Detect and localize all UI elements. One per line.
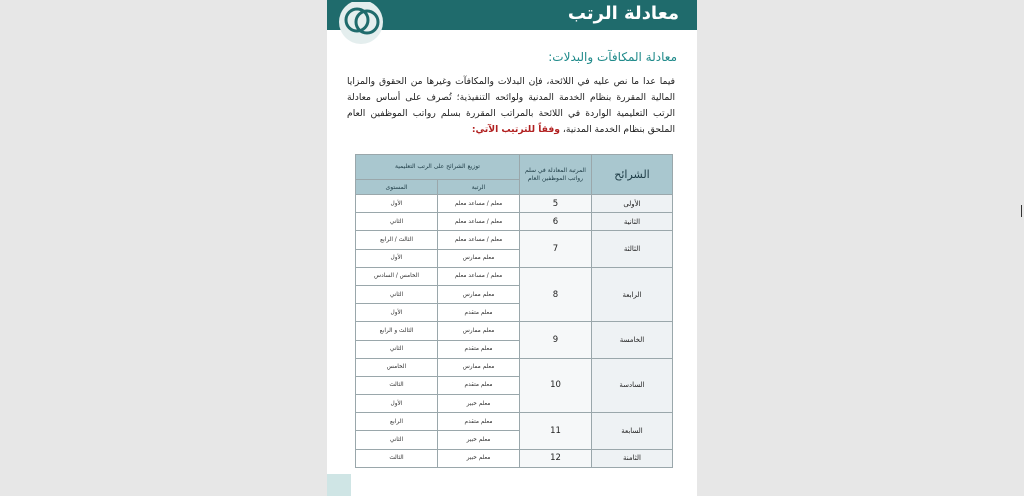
level-cell: الخامس / السادس: [356, 267, 438, 285]
table-row: [356, 413, 673, 431]
level-cell: الخامس: [356, 358, 438, 376]
page-corner-strip: [327, 474, 351, 496]
grade-cell: 10: [520, 358, 592, 413]
table-row: [356, 213, 673, 231]
table-row: [356, 267, 673, 285]
category-cell: الخامسة: [592, 322, 673, 358]
grade-cell: 7: [520, 231, 592, 267]
rank-equivalence-table: [355, 154, 673, 468]
level-cell: الأول: [356, 249, 438, 267]
page-title: معادلة الرتب: [567, 3, 679, 24]
level-cell: الثاني: [356, 340, 438, 358]
level-cell: الثالث: [356, 449, 438, 467]
table-row: [356, 231, 673, 249]
paragraph-highlight: وفقاً للترتيب الآتي:: [471, 124, 560, 135]
table-row: [356, 322, 673, 340]
rank-cell: معلم / مساعد معلم: [438, 195, 520, 213]
category-cell: الثانية: [592, 213, 673, 231]
level-cell: الأول: [356, 195, 438, 213]
grade-cell: 9: [520, 322, 592, 358]
level-cell: الثاني: [356, 431, 438, 449]
table-body: [356, 195, 673, 468]
level-cell: الأول: [356, 395, 438, 413]
header-distribution: توزيع الشرائح على الرتب التعليمية: [356, 155, 520, 180]
header-bar: [327, 0, 697, 30]
level-cell: الثاني: [356, 213, 438, 231]
rank-cell: معلم خبير: [438, 431, 520, 449]
category-cell: الرابعة: [592, 267, 673, 322]
table-row: [356, 358, 673, 376]
rank-cell: معلم متقدم: [438, 376, 520, 394]
category-cell: السادسة: [592, 358, 673, 413]
header-grade: المرتبة المعادلة في سلم رواتب الموظفين العام: [520, 155, 592, 195]
header-category: الشرائح: [592, 155, 673, 195]
rank-cell: معلم خبير: [438, 449, 520, 467]
level-cell: الثالث و الرابع: [356, 322, 438, 340]
rank-cell: معلم / مساعد معلم: [438, 267, 520, 285]
grade-cell: 6: [520, 213, 592, 231]
rank-cell: معلم متقدم: [438, 413, 520, 431]
grade-cell: 11: [520, 413, 592, 449]
section-heading: معادلة المكافآت والبدلات:: [548, 50, 677, 64]
table-row: [356, 195, 673, 213]
rank-cell: معلم ممارس: [438, 358, 520, 376]
document-page: [327, 0, 697, 496]
grade-cell: 5: [520, 195, 592, 213]
level-cell: الثالث / الرابع: [356, 231, 438, 249]
rank-cell: معلم متقدم: [438, 340, 520, 358]
rank-cell: معلم / مساعد معلم: [438, 231, 520, 249]
level-cell: الثالث: [356, 376, 438, 394]
level-cell: الثاني: [356, 285, 438, 303]
category-cell: الثامنة: [592, 449, 673, 467]
category-cell: الثالثة: [592, 231, 673, 267]
category-cell: السابعة: [592, 413, 673, 449]
grade-cell: 12: [520, 449, 592, 467]
grade-cell: 8: [520, 267, 592, 322]
rank-cell: معلم متقدم: [438, 304, 520, 322]
level-cell: الرابع: [356, 413, 438, 431]
rank-cell: معلم / مساعد معلم: [438, 213, 520, 231]
rank-cell: معلم خبير: [438, 395, 520, 413]
intro-paragraph: [347, 74, 675, 138]
table-row: [356, 449, 673, 467]
paragraph-text: فيما عدا ما نص عليه في اللائحة، فإن البدلات والمكافآت وغيرها من الحقوق والمزايا المالية المقررة بنظام الخدمة المدنية ولوائحه التنفيذية؛ تُصرف على أساس معادلة الرتب التعليمية الواردة في اللائحة بالمراتب المقررة بسلم رواتب الموظفين العام الملحق بنظام الخدمة المدنية،: [347, 76, 675, 135]
text-cursor: [1021, 205, 1022, 217]
rank-cell: معلم ممارس: [438, 249, 520, 267]
header-level: المستوى: [356, 180, 438, 195]
category-cell: الأولى: [592, 195, 673, 213]
rank-cell: معلم ممارس: [438, 322, 520, 340]
rank-cell: معلم ممارس: [438, 285, 520, 303]
header-rank: الرتبة: [438, 180, 520, 195]
level-cell: الأول: [356, 304, 438, 322]
teal-circles-logo-icon: [333, 2, 393, 46]
